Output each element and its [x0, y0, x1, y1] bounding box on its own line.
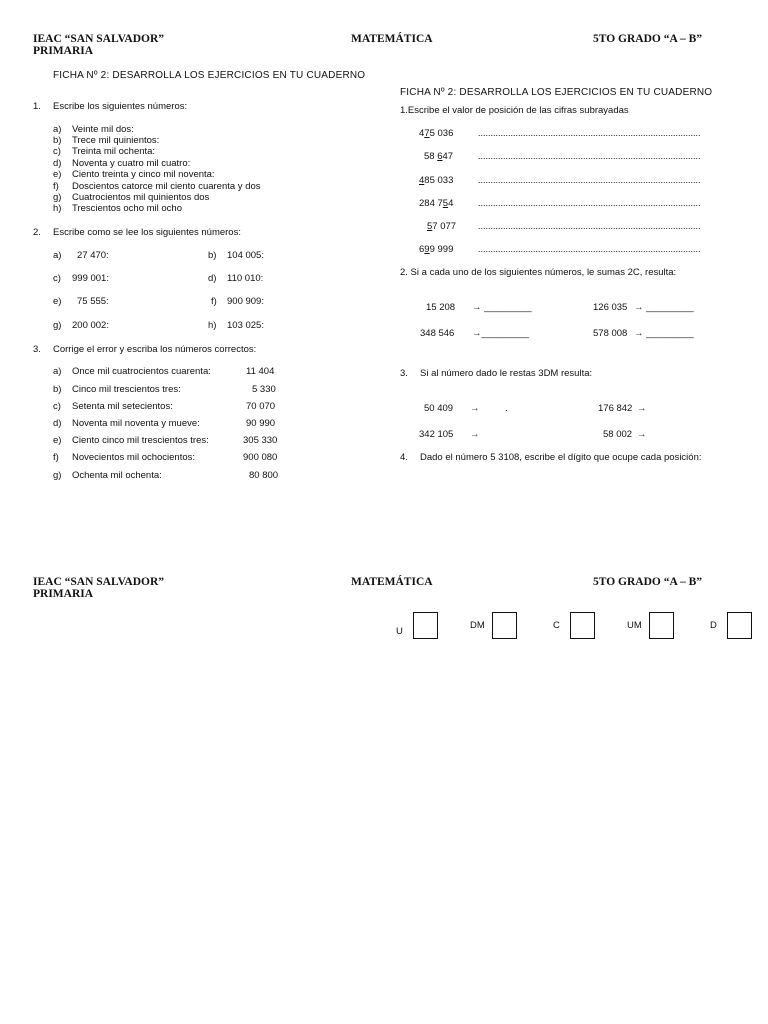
item-value: 5 330: [252, 384, 276, 395]
answer-box-d[interactable]: [727, 612, 752, 639]
item-number: 900 909:: [227, 296, 264, 307]
answer-box-dm[interactable]: [492, 612, 517, 639]
left-q2-number: 2.: [33, 227, 41, 238]
box-label-u: U: [396, 626, 403, 637]
arrow: →: [637, 403, 647, 414]
subject-title: MATEMÁTICA: [351, 33, 433, 45]
underlined-digit: 6: [437, 151, 443, 162]
item-text: Novecientos mil ochocientos:: [72, 452, 196, 463]
number-part: 85 033: [424, 175, 454, 186]
answer-line: .........................................................................................: [478, 198, 701, 208]
item-letter: a): [53, 124, 62, 135]
item-value: 305 330: [243, 435, 278, 446]
number-part: 58: [424, 151, 438, 162]
subject-title-2: MATEMÁTICA: [351, 576, 433, 588]
item-text: Once mil cuatrocientos cuarenta:: [72, 366, 211, 377]
answer-box-um[interactable]: [649, 612, 674, 639]
item-text: Trescientos ocho mil ocho: [72, 203, 183, 214]
item-number: 999 001:: [72, 273, 109, 284]
item-text: Noventa y cuatro mil cuatro:: [72, 158, 191, 169]
right-worksheet-title: FICHA Nº 2: DESARROLLA LOS EJERCICIOS EN TU CUADERNO: [400, 87, 713, 98]
list-item: [53, 124, 61, 135]
number-part: 4: [419, 128, 425, 139]
item-letter: b): [208, 250, 217, 261]
right-q3-text: Si al número dado le restas 3DM resulta:: [420, 368, 593, 379]
item-letter: f): [53, 181, 59, 192]
list-item: [72, 146, 155, 157]
sum-answer-line: → _________: [634, 328, 694, 339]
left-worksheet-title: FICHA Nº 2: DESARROLLA LOS EJERCICIOS EN TU CUADERNO: [53, 70, 366, 81]
item-value: 900 080: [243, 452, 278, 463]
underlined-number: [419, 244, 453, 255]
arrow: →: [470, 429, 480, 440]
subtract-number: 50 409: [424, 403, 454, 414]
list-item: [72, 158, 190, 169]
subtract-number: 176 842: [598, 403, 633, 414]
number-part: 6: [419, 244, 425, 255]
item-number: 110 010:: [227, 273, 264, 284]
item-value: 70 070: [246, 401, 276, 412]
item-letter: e): [53, 296, 62, 307]
answer-box-u[interactable]: [413, 612, 438, 639]
list-item: [72, 181, 261, 192]
list-item: [53, 146, 61, 157]
item-letter: h): [53, 203, 62, 214]
item-number: 75 555:: [77, 296, 109, 307]
school-level: PRIMARIA: [33, 45, 94, 57]
number-part: 47: [442, 151, 454, 162]
item-letter: a): [53, 250, 62, 261]
answer-line: .........................................................................................: [478, 175, 701, 185]
item-letter: d): [208, 273, 217, 284]
left-q1-number: 1.: [33, 101, 41, 112]
box-label-dm: DM: [470, 620, 485, 631]
answer-line: .........................................................................................: [478, 244, 701, 254]
subtract-number: 342 105: [419, 429, 454, 440]
item-letter: c): [53, 146, 61, 157]
item-text: Ochenta mil ochenta:: [72, 470, 162, 481]
item-text: Ciento cinco mil trescientos tres:: [72, 435, 209, 446]
list-item: [72, 192, 209, 203]
subtract-number: 58 002: [603, 429, 633, 440]
item-letter: f): [53, 452, 59, 463]
number-part: 5 036: [429, 128, 454, 139]
sum-answer-line: → _________: [472, 302, 532, 313]
list-item: [53, 158, 61, 169]
underlined-number: [419, 198, 453, 209]
arrow: →: [637, 429, 647, 440]
right-q4-text: Dado el número 5 3108, escribe el dígito que ocupe cada posición:: [420, 452, 702, 463]
list-item: [53, 169, 61, 180]
item-text: Cuatrocientos mil quinientos dos: [72, 192, 210, 203]
list-item: [53, 203, 61, 214]
list-item: [53, 192, 61, 203]
grade-label-2: 5TO GRADO “A – B”: [593, 576, 703, 588]
item-letter: e): [53, 169, 62, 180]
item-text: Ciento treinta y cinco mil noventa:: [72, 169, 215, 180]
item-letter: d): [53, 418, 62, 429]
item-letter: d): [53, 158, 62, 169]
box-label-um: UM: [627, 620, 642, 631]
list-item: [72, 169, 215, 180]
underlined-number: [427, 221, 456, 232]
dot-mark: .: [505, 403, 508, 414]
sum-number: 348 546: [420, 328, 455, 339]
sum-number: 15 208: [426, 302, 456, 313]
answer-line: .........................................................................................: [478, 221, 701, 231]
sum-number: 578 008: [593, 328, 628, 339]
underlined-digit: 5: [427, 221, 433, 232]
number-part: 284 7: [419, 198, 443, 209]
number-part: 7 077: [432, 221, 457, 232]
list-item: [53, 181, 59, 192]
item-letter: c): [53, 401, 61, 412]
item-number: 103 025:: [227, 320, 264, 331]
item-value: 11 404: [246, 366, 275, 377]
item-text: Setenta mil setecientos:: [72, 401, 173, 412]
item-number: 27 470:: [77, 250, 109, 261]
sum-answer-line: →_________: [472, 328, 530, 339]
number-part: 9 999: [429, 244, 454, 255]
item-letter: b): [53, 384, 62, 395]
item-letter: g): [53, 192, 62, 203]
item-letter: g): [53, 320, 62, 331]
right-q1-text: 1.Escribe el valor de posición de las cifras subrayadas: [400, 105, 629, 116]
school-name-2: IEAC “SAN SALVADOR”: [33, 576, 165, 588]
right-q2-text: 2. Si a cada uno de los siguientes números, le sumas 2C, resulta:: [400, 267, 677, 278]
item-text: Trece mil quinientos:: [72, 135, 160, 146]
arrow: →: [470, 403, 480, 414]
answer-line: .........................................................................................: [478, 128, 701, 138]
underlined-number: [419, 175, 453, 186]
school-name: IEAC “SAN SALVADOR”: [33, 33, 165, 45]
item-letter: e): [53, 435, 62, 446]
underlined-digit: 7: [424, 128, 430, 139]
item-text: Noventa mil noventa y mueve:: [72, 418, 200, 429]
box-label-d: D: [710, 620, 717, 631]
list-item: [72, 203, 182, 214]
underlined-digit: 9: [424, 244, 430, 255]
list-item: [72, 135, 159, 146]
item-text: Veinte mil dos:: [72, 124, 134, 135]
left-q3-text: Corrige el error y escriba los números correctos:: [53, 344, 257, 355]
item-text: Doscientos catorce mil ciento cuarenta y dos: [72, 181, 261, 192]
item-text: Cinco mil trescientos tres:: [72, 384, 181, 395]
number-part: 4: [448, 198, 454, 209]
answer-line: .........................................................................................: [478, 151, 701, 161]
left-q1-text: Escribe los siguientes números:: [53, 101, 188, 112]
left-q3-number: 3.: [33, 344, 41, 355]
list-item: [53, 135, 61, 146]
box-label-c: C: [553, 620, 560, 631]
grade-label: 5TO GRADO “A – B”: [593, 33, 703, 45]
list-item: [72, 124, 134, 135]
item-value: 90 990: [246, 418, 276, 429]
item-letter: g): [53, 470, 62, 481]
item-value: 80 800: [249, 470, 279, 481]
sum-answer-line: → _________: [634, 302, 694, 313]
item-letter: b): [53, 135, 62, 146]
item-number: 200 002:: [72, 320, 109, 331]
item-number: 104 005:: [227, 250, 264, 261]
answer-box-c[interactable]: [570, 612, 595, 639]
right-q4-number: 4.: [400, 452, 408, 463]
underlined-digit: 5: [442, 198, 449, 209]
item-letter: f): [211, 296, 217, 307]
item-letter: h): [208, 320, 217, 331]
sum-number: 126 035: [593, 302, 628, 313]
underlined-number: [424, 151, 453, 162]
item-letter: c): [53, 273, 61, 284]
right-q3-number: 3.: [400, 368, 408, 379]
item-text: Treinta mil ochenta:: [72, 146, 156, 157]
school-level-2: PRIMARIA: [33, 588, 94, 600]
left-q2-text: Escribe como se lee los siguientes números:: [53, 227, 241, 238]
underlined-digit: 4: [419, 175, 425, 186]
underlined-number: [419, 128, 453, 139]
item-letter: a): [53, 366, 62, 377]
